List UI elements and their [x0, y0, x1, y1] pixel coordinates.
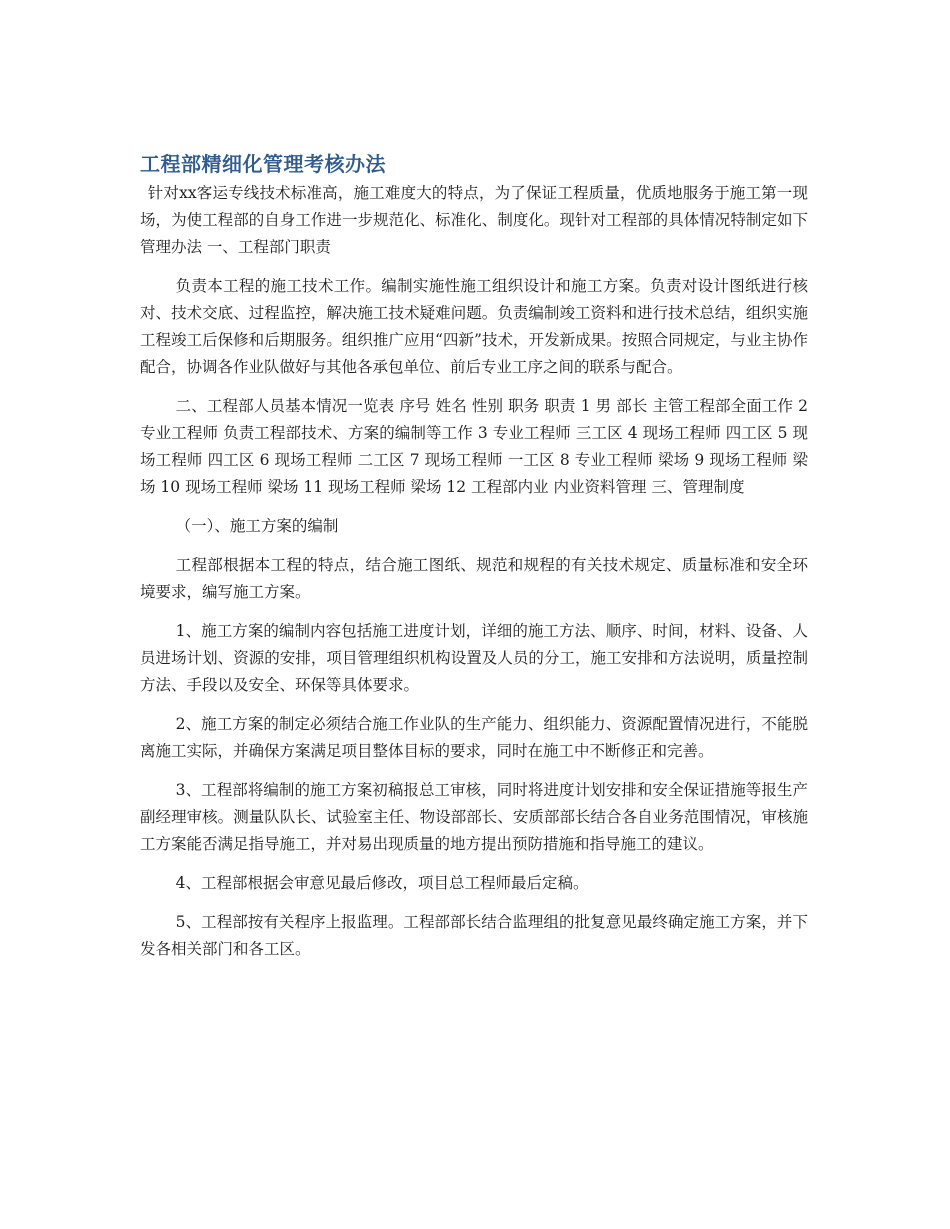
plan-item-5: 5、工程部按有关程序上报监理。工程部部长结合监理组的批复意见最终确定施工方案，并下发各相关部门和各工区。 — [140, 913, 808, 958]
plan-item-2: 2、施工方案的制定必须结合施工作业队的生产能力、组织能力、资源配置情况进行，不能脱离施工实际，并确保方案满足项目整体目标的要求，同时在施工中不断修正和完善。 — [140, 715, 808, 760]
plan-item-4: 4、工程部根据会审意见最后修改，项目总工程师最后定稿。 — [175, 874, 589, 892]
section-heading-plan-compilation: （一）、施工方案的编制 — [175, 517, 339, 535]
plan-item-1: 1、施工方案的编制内容包括施工进度计划，详细的施工方法、顺序、时间，材料、设备、人员进场计划、资源的安排，项目管理组织机构设置及人员的分工，施工安排和方法说明，质量控制方法、手段以及安全、环保等具体要求。 — [140, 622, 808, 694]
plan-intro-paragraph: 工程部根据本工程的特点，结合施工图纸、规范和规程的有关技术规定、质量标准和安全环境要求，编写施工方案。 — [140, 556, 808, 601]
document-page — [140, 150, 808, 975]
department-duties-paragraph: 负责本工程的施工技术工作。编制实施性施工组织设计和施工方案。负责对设计图纸进行核对、技术交底、过程监控，解决施工技术疑难问题。负责编制竣工资料和进行技术总结，组织实施工程竣工后保修和后期服务。组织推广应用“四新”技术，开发新成果。按照合同规定，与业主协作配合，协调各作业队做好与其他各承包单位、前后专业工序之间的联系与配合。 — [140, 277, 808, 376]
staff-table-paragraph: 二、工程部人员基本情况一览表 序号 姓名 性别 职务 职责 1 男 部长 主管工程部全面工作 2 专业工程师 负责工程部技术、方案的编制等工作 3 专业工程师 三工区 4 现场工程师 四工区 5 现场工程师 四工区 6 现场工程师 二工区 7 现场工程师 一工区 8 专业工程师 梁场 9 现场工程师 梁场 10 现场工程师 梁场 11 现场工程师 梁场 12 工程部内业 内业资料管理 三、管理制度 — [140, 397, 808, 496]
intro-paragraph: 针对xx客运专线技术标准高，施工难度大的特点，为了保证工程质量，优质地服务于施工第一现场，为使工程部的自身工作进一步规范化、标准化、制度化。现针对工程部的具体情况特制定如下管理办法 一、工程部门职责 — [140, 184, 808, 256]
document-title: 工程部精细化管理考核办法 — [140, 152, 386, 176]
plan-item-3: 3、工程部将编制的施工方案初稿报总工审核，同时将进度计划安排和安全保证措施等报生产副经理审核。测量队队长、试验室主任、物设部部长、安质部部长结合各自业务范围情况，审核施工方案能否满足指导施工，并对易出现质量的地方提出预防措施和指导施工的建议。 — [140, 781, 808, 853]
